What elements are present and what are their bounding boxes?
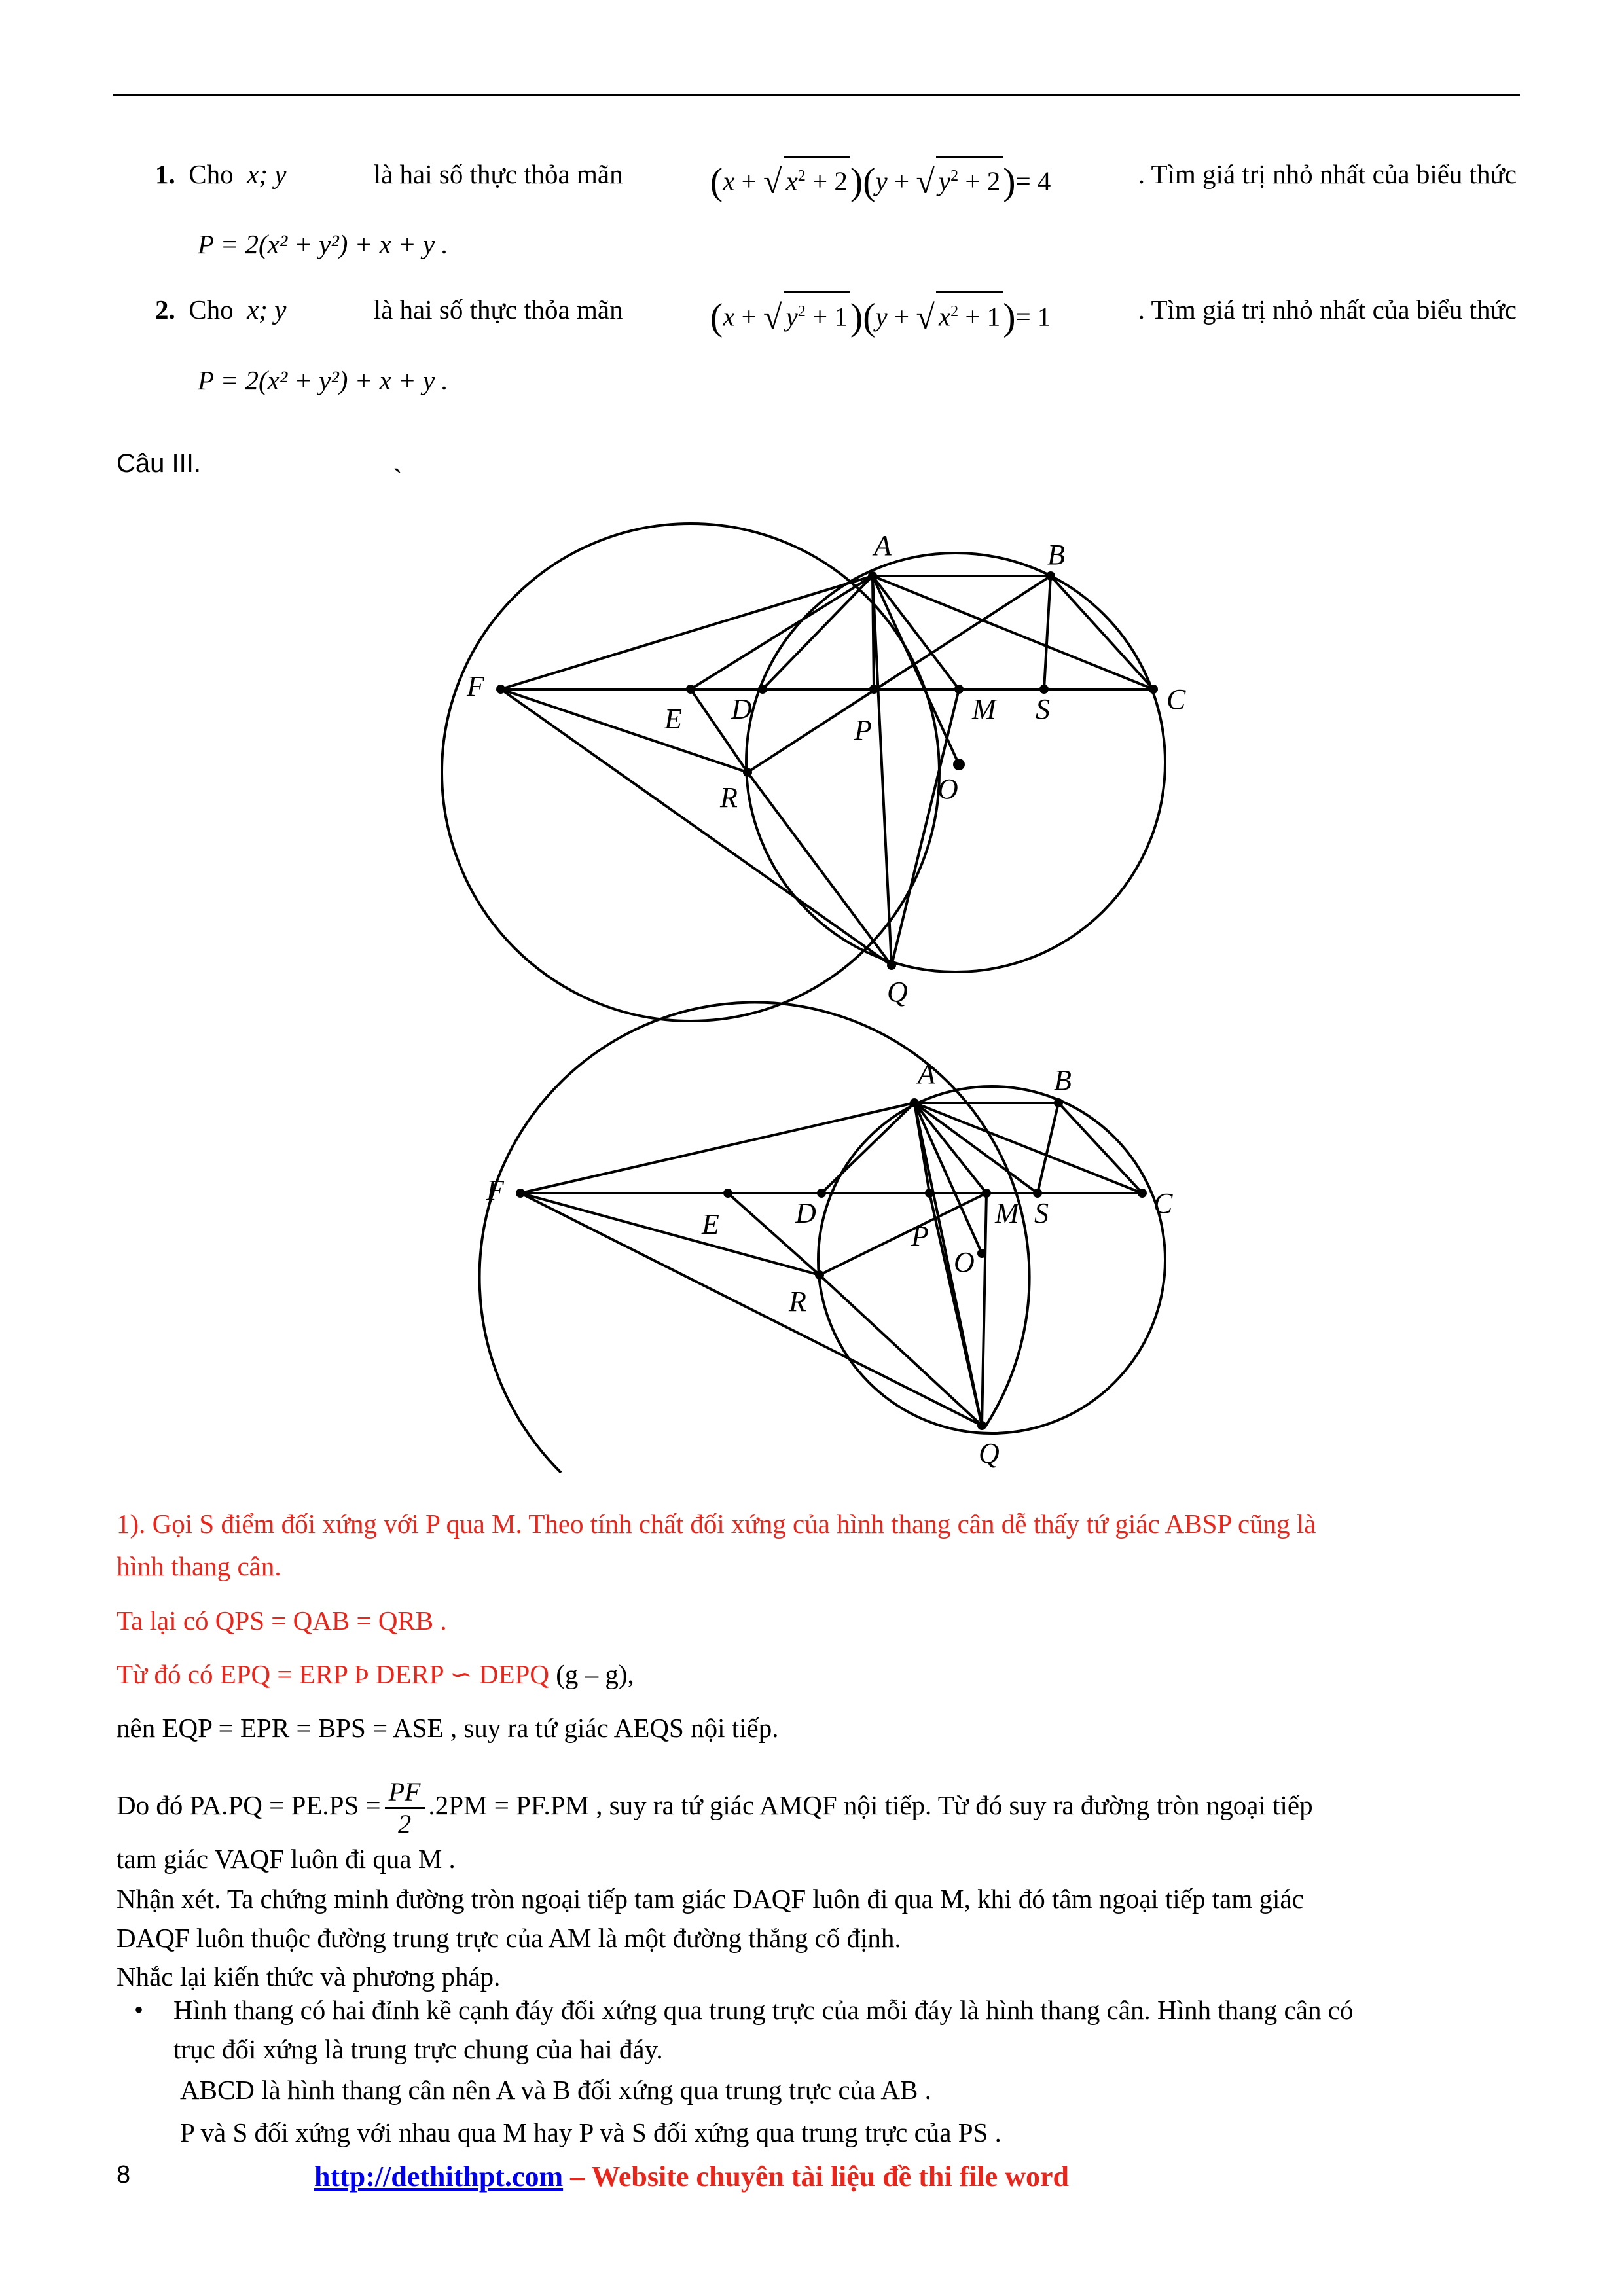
- fig2-label-O: O: [954, 1246, 975, 1278]
- fig1-label-Q: Q: [887, 976, 908, 1008]
- footer: http://dethithpt.com – Website chuyên tài liệu đề thi file word: [314, 2161, 1069, 2193]
- solution-line-5: nên EQP = EPR = BPS = ASE , suy ra tứ giác AEQS nội tiếp.: [117, 1713, 779, 1743]
- fig1-label-B: B: [1047, 539, 1065, 571]
- fig2-circle-large: [480, 1003, 1030, 1473]
- bullet-icon: •: [134, 1995, 144, 2024]
- expression-1: P = 2(x² + y²) + x + y .: [198, 229, 448, 259]
- fig2-label-A: A: [918, 1058, 935, 1090]
- method-line-2: trục đối xứng là trung trực chung của hai đáy.: [173, 2034, 663, 2064]
- fig2-label-D: D: [795, 1197, 816, 1229]
- fig2-label-P: P: [911, 1220, 929, 1252]
- fig1-label-F: F: [467, 670, 484, 702]
- expression-2: P = 2(x² + y²) + x + y .: [198, 365, 448, 395]
- method-heading: Nhắc lại kiến thức và phương pháp.: [117, 1962, 501, 1992]
- fig2-label-C: C: [1153, 1187, 1173, 1219]
- fraction-pf-2: $\frac{PF}{2}$: [385, 1777, 425, 1839]
- solution-line-1: 1). Gọi S điểm đối xứng với P qua M. Theo tính chất đối xứng của hình thang cân dễ thấy tứ giác ABSP cũng là: [117, 1509, 1316, 1539]
- problem-1: 1. Cho x; y là hai số thực thỏa mãn (x + √ $x^2 + 2)(y$ + √ $y^2 + 2)= 4$ . Tìm giá trị nhỏ nhất của biểu thức: [155, 156, 1517, 201]
- solution-line-2: hình thang cân.: [117, 1551, 281, 1581]
- fig1-label-P: P: [854, 714, 872, 746]
- fig1-label-S: S: [1036, 693, 1050, 725]
- stray-mark: `: [393, 463, 403, 495]
- remark-line-1: Nhận xét. Ta chứng minh đường tròn ngoại tiếp tam giác DAQF luôn đi qua M, khi đó tâm ngoại tiếp tam giác: [117, 1884, 1304, 1914]
- fig1-label-R: R: [720, 781, 738, 814]
- page-number: 8: [117, 2161, 131, 2189]
- method-line-4: P và S đối xứng với nhau qua M hay P và S đối xứng qua trung trực của PS .: [180, 2117, 1001, 2147]
- fig2-label-B: B: [1054, 1064, 1072, 1096]
- condition-2: (x + √ $y^2 + 1)(y$ + √ $x^2 + 1)= 1$: [710, 291, 1051, 336]
- remark-line-2: DAQF luôn thuộc đường trung trực của AM là một đường thẳng cố định.: [117, 1923, 901, 1953]
- method-line-3: ABCD là hình thang cân nên A và B đối xứng qua trung trực của AB .: [180, 2075, 931, 2105]
- solution-line-3: Ta lại có QPS = QAB = QRB .: [117, 1605, 447, 1636]
- fig2-label-M: M: [995, 1197, 1019, 1229]
- fig1-label-A: A: [874, 529, 892, 562]
- fig2-label-S: S: [1034, 1197, 1049, 1229]
- problem-2: 2. Cho x; y là hai số thực thỏa mãn (x + √ $y^2 + 1)(y$ + √ $x^2 + 1)= 1$ . Tìm giá trị nhỏ nhất của biểu thức: [155, 291, 1517, 336]
- solution-line-4: Từ đó có EPQ = ERP Þ DERP ∽ DEPQ (g – g),: [117, 1659, 634, 1689]
- solution-line-6: Do đó PA.PQ = PE.PS = $\frac{PF}{2}$ .2PM = PF.PM , suy ra tứ giác AMQF nội tiếp. Từ đó suy ra đường tròn ngoại tiếp: [117, 1777, 1313, 1839]
- fig1-label-E: E: [664, 703, 682, 735]
- fig2-label-R: R: [789, 1285, 806, 1318]
- solution-line-7: tam giác VAQF luôn đi qua M .: [117, 1844, 456, 1874]
- section-title: Câu III.: [117, 449, 201, 478]
- method-line-1: Hình thang có hai đỉnh kề cạnh đáy đối xứng qua trung trực của mỗi đáy là hình thang cân. Hình thang cân có: [173, 1995, 1354, 2025]
- fig2-label-E: E: [702, 1208, 719, 1240]
- fig1-label-O: O: [937, 773, 958, 805]
- condition-1: (x + √ $x^2 + 2)(y$ + √ $y^2 + 2)= 4$: [710, 156, 1051, 201]
- fig1-label-C: C: [1166, 683, 1186, 715]
- fig2-label-Q: Q: [979, 1437, 1000, 1469]
- fig1-label-D: D: [731, 693, 752, 725]
- footer-link[interactable]: http://dethithpt.com: [314, 2161, 564, 2193]
- fig2-label-F: F: [486, 1174, 504, 1206]
- fig1-label-M: M: [972, 693, 996, 725]
